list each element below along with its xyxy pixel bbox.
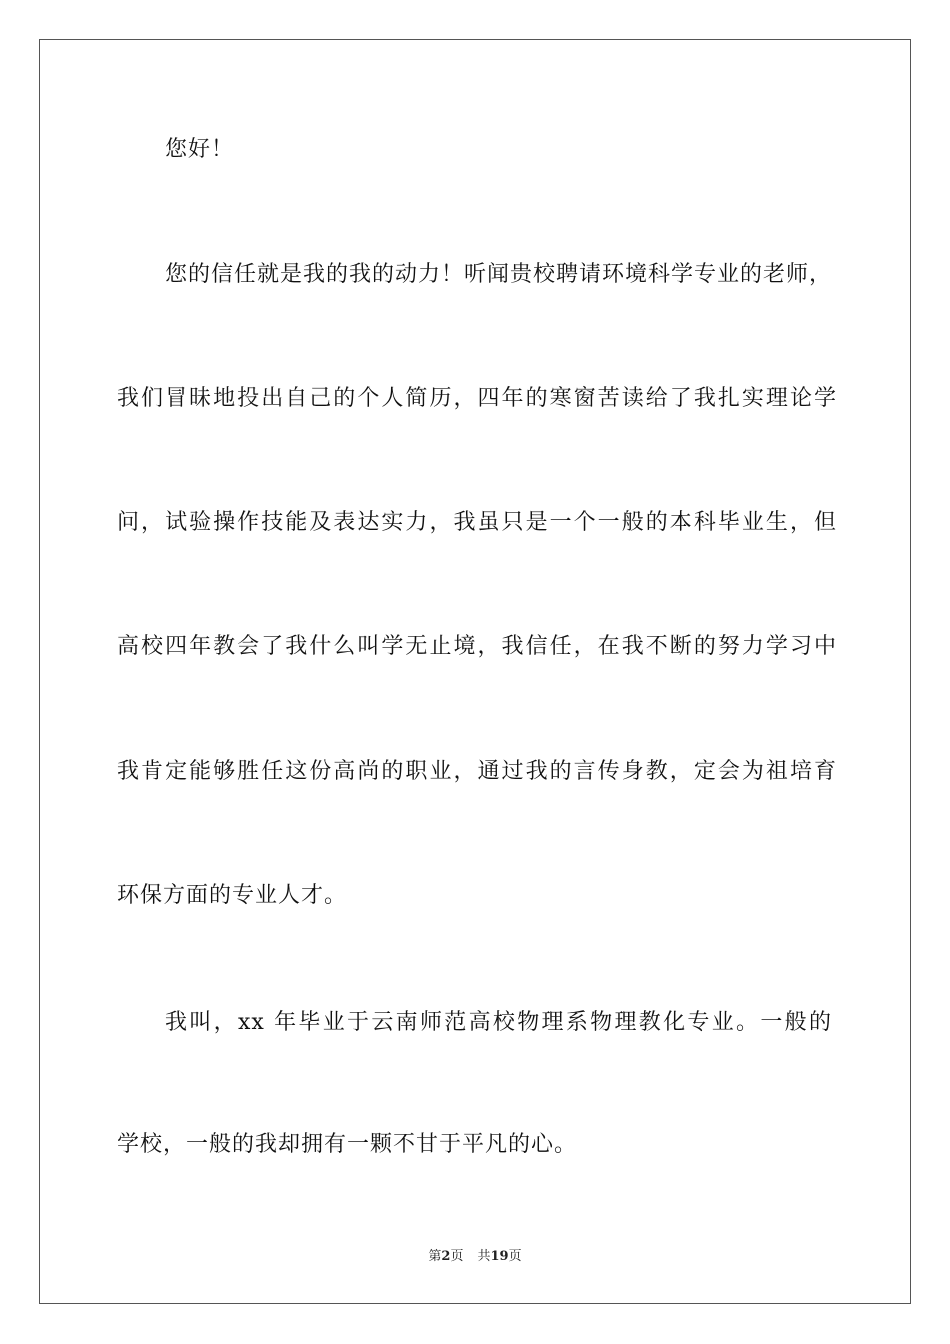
total-suffix: 页 [508, 1249, 522, 1264]
paragraph-2-line-1: 我叫，xx 年毕业于云南师范高校物理系物理教化专业。一般的 [165, 1010, 832, 1035]
total-pages: 19 [490, 1249, 509, 1264]
paragraph-1-line-4: 高校四年教会了我什么叫学无止境，我信任，在我不断的努力学习中 [117, 634, 837, 659]
page-frame [39, 39, 911, 1304]
page-footer [0, 1248, 950, 1266]
page-prefix: 第 [428, 1249, 442, 1264]
paragraph-1-line-5: 我肯定能够胜任这份高尚的职业，通过我的言传身教，定会为祖培育 [117, 759, 837, 784]
paragraph-1-line-3: 问，试验操作技能及表达实力，我虽只是一个一般的本科毕业生，但 [117, 510, 837, 535]
paragraph-1-line-1: 您的信任就是我的我的动力！听闻贵校聘请环境科学专业的老师， [165, 262, 833, 287]
page-suffix: 页 [450, 1249, 464, 1264]
greeting-line: 您好！ [165, 137, 235, 162]
page-number: 2 [441, 1249, 451, 1264]
paragraph-1-line-2: 我们冒昧地投出自己的个人简历，四年的寒窗苦读给了我扎实理论学 [117, 386, 837, 411]
total-prefix: 共 [477, 1249, 491, 1264]
paragraph-2-line-2: 学校，一般的我却拥有一颗不甘于平凡的心。 [117, 1132, 578, 1157]
paragraph-1-line-6: 环保方面的专业人才。 [117, 883, 348, 908]
